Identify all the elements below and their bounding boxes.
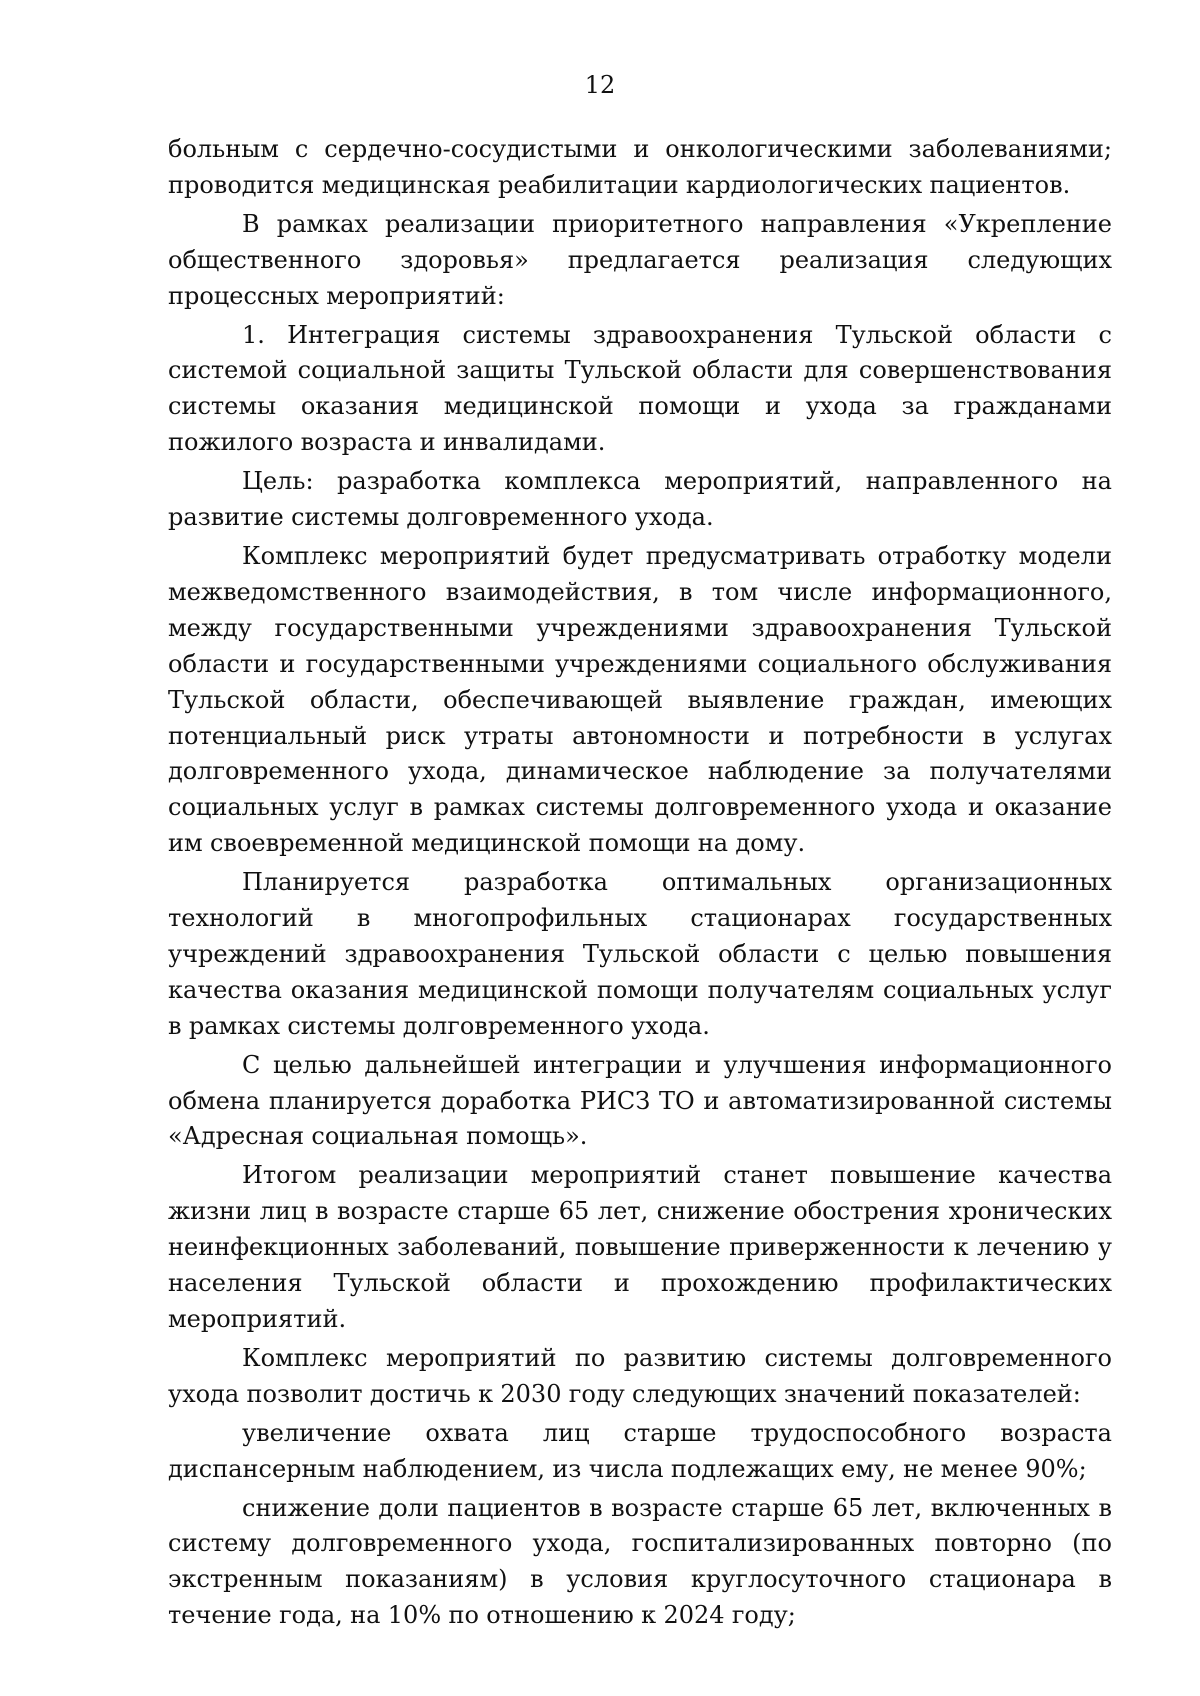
- paragraph-indicator-2: снижение доли пациентов в возрасте старше 65 лет, включенных в систему долговременного ухода, госпитализированных повторно (по экстренным показаниям) в условия круглосуточного стационара в течение года, на 10% по отношению к 2024 году;: [168, 1493, 1112, 1630]
- paragraph-integration: С целью дальнейшей интеграции и улучшения информационного обмена планируется доработка РИСЗ ТО и автоматизированной системы «Адресная социальная помощь».: [168, 1050, 1112, 1151]
- paragraph-priority-direction: В рамках реализации приоритетного направления «Укрепление общественного здоровья» предлагается реализация следующих процессных мероприятий:: [168, 209, 1112, 310]
- page-number: 12: [584, 71, 616, 99]
- paragraph-item-1: 1. Интеграция системы здравоохранения Тульской области с системой социальной защиты Тульской области для совершенствования системы оказания медицинской помощи и ухода за гражданами пожилого возраста и инвалидами.: [168, 320, 1112, 457]
- document-body: [168, 132, 1112, 1637]
- paragraph-indicators-intro: Комплекс мероприятий по развитию системы долговременного ухода позволит достичь к 2030 году следующих значений показателей:: [168, 1343, 1112, 1408]
- paragraph-goal: Цель: разработка комплекса мероприятий, направленного на развитие системы долговременного ухода.: [168, 467, 1112, 532]
- paragraph-continuation: больным с сердечно-сосудистыми и онкологическими заболеваниями; проводится медицинская реабилитации кардиологических пациентов.: [168, 135, 1112, 199]
- paragraph-planned-technologies: Планируется разработка оптимальных организационных технологий в многопрофильных стационарах государственных учреждений здравоохранения Тульской области с целью повышения качества оказания медицинской помощи получателям социальных услуг в рамках системы долговременного ухода.: [168, 868, 1112, 1040]
- paragraph-results: Итогом реализации мероприятий станет повышение качества жизни лиц в возрасте старше 65 лет, снижение обострения хронических неинфекционных заболеваний, повышение приверженности к лечению у населения Тульской области и прохождению профилактических мероприятий.: [168, 1161, 1112, 1333]
- paragraph-complex-measures: Комплекс мероприятий будет предусматривать отработку модели межведомственного взаимодействия, в том числе информационного, между государственными учреждениями здравоохранения Тульской области и государственными учреждениями социального обслуживания Тульской области, обеспечивающей выявление граждан, имеющих потенциальный риск утраты автономности и потребности в услугах долговременного ухода, динамическое наблюдение за получателями социальных услуг в рамках системы долговременного ухода и оказание им своевременной медицинской помощи на дому.: [168, 541, 1112, 858]
- paragraph-indicator-1: увеличение охвата лиц старше трудоспособного возраста диспансерным наблюдением, из числа подлежащих ему, не менее 90%;: [168, 1418, 1112, 1483]
